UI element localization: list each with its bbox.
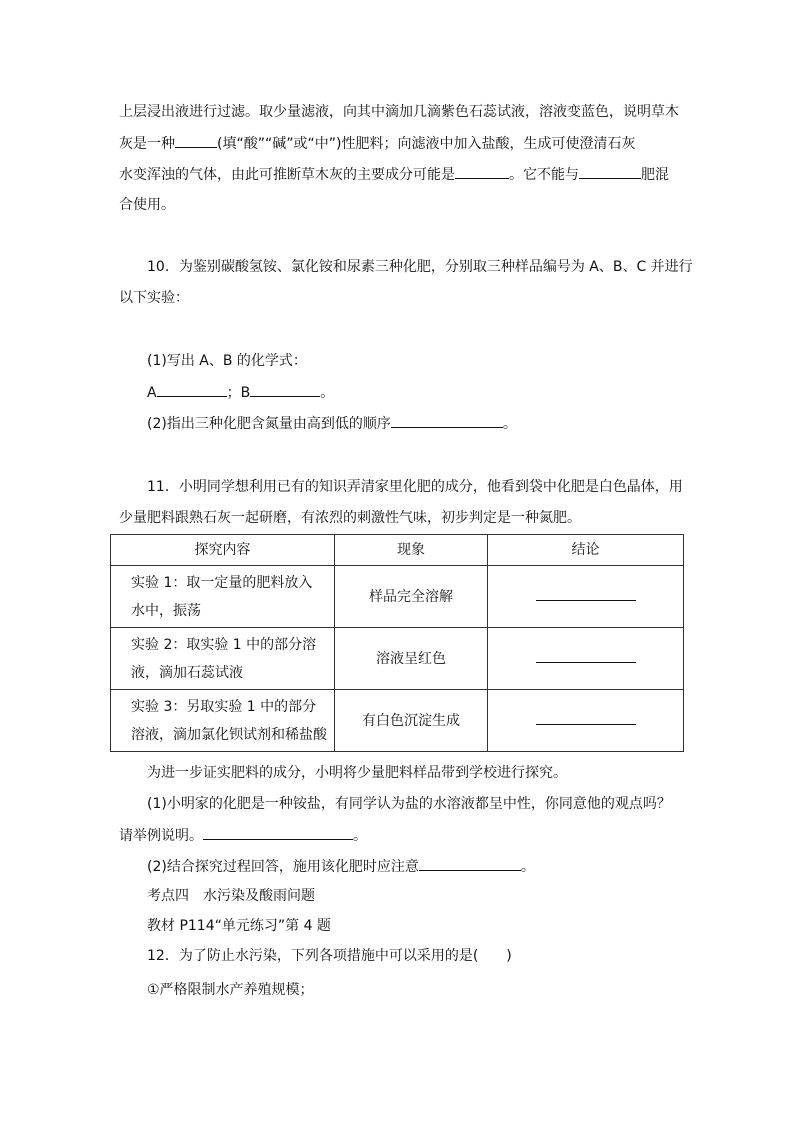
q11-sub1: (1)小明家的化肥是一种铵盐，有同学认为盐的水溶液都呈中性，你同意他的观点吗？: [147, 796, 671, 812]
textbook-reference: 教材 P114“单元练习”第 4 题: [147, 918, 331, 934]
para9-line3-b: 。它不能与: [509, 167, 579, 183]
para9-line3-a: 水变浑浊的气体，由此可推断草木灰的主要成分可能是: [119, 167, 455, 183]
answer-blank: [203, 825, 353, 840]
label-a: A: [147, 385, 157, 401]
para9-line3-c: 肥混: [641, 167, 669, 183]
row-conclusion: [488, 628, 684, 690]
period: 。: [320, 385, 335, 401]
q12-stem: 12．为了防止水污染，下列各项措施中可以采用的是( ): [147, 948, 512, 964]
q11-sub2: [147, 856, 535, 877]
q11-sub1-text: 请举例说明。: [119, 828, 203, 844]
row-conclusion: [488, 690, 684, 752]
q10-sub1-answer: [147, 382, 334, 403]
answer-blank: [455, 164, 509, 179]
row-content: 实验 3：另取实验 1 中的部分 溶液，滴加氯化钡试剂和稀盐酸: [111, 690, 335, 752]
para9-line4: 合使用。: [119, 197, 175, 213]
section-title: 考点四 水污染及酸雨问题: [147, 888, 315, 904]
row-phenomenon: 样品完全溶解: [335, 566, 488, 628]
answer-blank: [157, 382, 227, 397]
answer-blank: [250, 382, 320, 397]
row-content: 实验 2：取实验 1 中的部分溶 液，滴加石蕊试液: [111, 628, 335, 690]
table-header-row: [111, 535, 684, 566]
header-content: 探究内容: [111, 535, 335, 566]
q11-sub1-answer: [119, 825, 367, 846]
row-conclusion: [488, 566, 684, 628]
q11-line1: 11．小明同学想利用已有的知识弄清家里化肥的成分，他看到袋中化肥是白色晶体，用: [147, 479, 683, 495]
para9-line3: [119, 164, 669, 185]
q10-line2: 以下实验：: [119, 290, 189, 306]
para9-line2: [119, 133, 635, 154]
experiment-table: [110, 534, 684, 752]
answer-blank: [536, 710, 636, 725]
q11-after: 为进一步证实肥料的成分，小明将少量肥料样品带到学校进行探究。: [147, 765, 567, 781]
period: 。: [353, 828, 367, 844]
q10-sub2-text: (2)指出三种化肥含氮量由高到低的顺序: [147, 416, 391, 432]
q11-line2: 少量肥料跟熟石灰一起研磨，有浓烈的刺激性气味，初步判定是一种氮肥。: [119, 510, 581, 526]
q10-line1: 10．为鉴别碳酸氢铵、氯化铵和尿素三种化肥，分别取三种样品编号为 A、B、C 并进行: [147, 259, 693, 275]
q10-sub2: [147, 413, 517, 434]
q11-sub2-text: (2)结合探究过程回答，施用该化肥时应注意: [147, 859, 419, 875]
para9-line2-b: (填“酸”“碱”或“中”)性肥料；向滤液中加入盐酸，生成可使澄清石灰: [217, 136, 636, 152]
header-phenomenon: 现象: [335, 535, 488, 566]
period: 。: [520, 859, 535, 875]
row-phenomenon: 溶液呈红色: [335, 628, 488, 690]
period: 。: [502, 416, 517, 432]
label-b: ；B: [226, 385, 251, 401]
row-phenomenon: 有白色沉淀生成: [335, 690, 488, 752]
answer-blank: [579, 164, 641, 179]
table-row: [111, 690, 684, 752]
table-row: [111, 628, 684, 690]
table-row: [111, 566, 684, 628]
q12-option-1: ①严格限制水产养殖规模；: [147, 982, 314, 998]
answer-blank: [419, 856, 521, 871]
para9-line2-a: 灰是一种: [119, 136, 175, 152]
answer-blank: [536, 586, 636, 601]
answer-blank: [391, 413, 503, 428]
answer-blank: [175, 133, 217, 148]
para9-line1: 上层浸出液进行过滤。取少量滤液，向其中滴加几滴紫色石蕊试液，溶液变蓝色，说明草木: [119, 104, 679, 120]
q10-sub1: (1)写出 A、B 的化学式：: [147, 353, 307, 369]
answer-blank: [536, 648, 636, 663]
header-conclusion: 结论: [488, 535, 684, 566]
row-content: 实验 1：取一定量的肥料放入 水中，振荡: [111, 566, 335, 628]
